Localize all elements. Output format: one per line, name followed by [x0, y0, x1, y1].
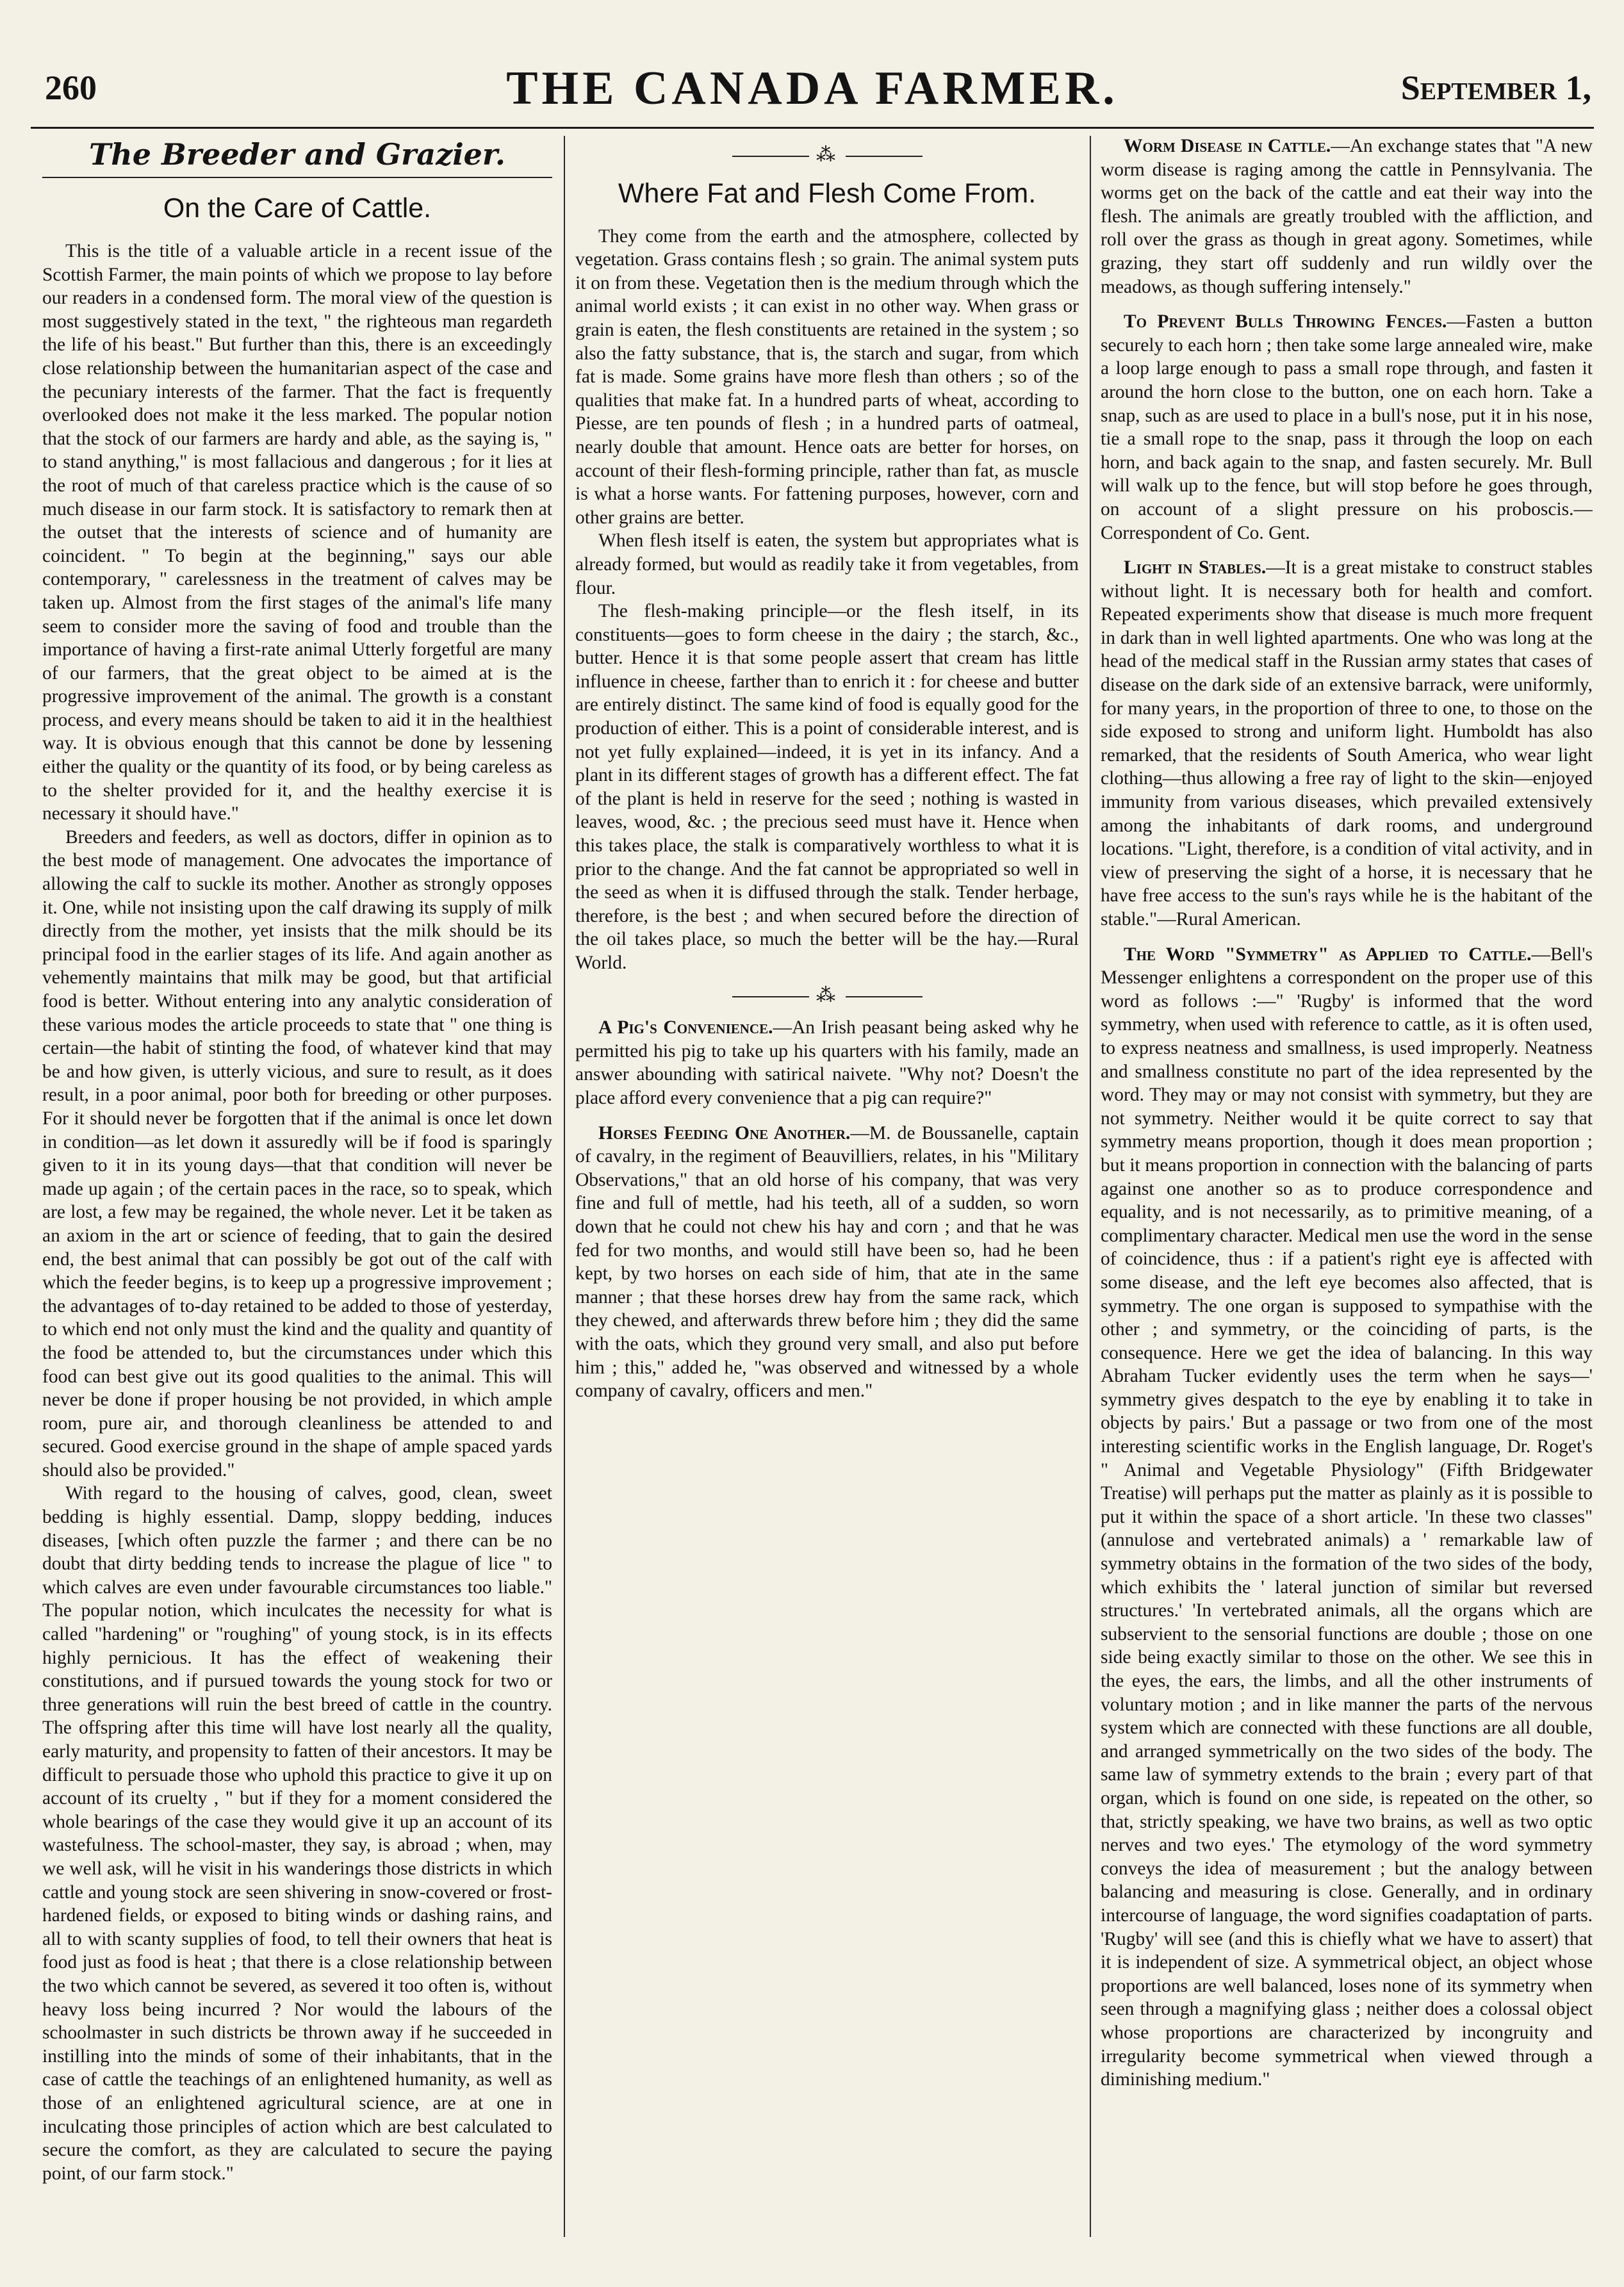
- section-separator: ⁂: [575, 984, 1079, 1008]
- item-lead: The Word "Symmetry" as Applied to Cattle.: [1124, 944, 1532, 965]
- column-2: [575, 135, 1079, 2242]
- item-lead: To Prevent Bulls Throwing Fences.: [1124, 311, 1447, 332]
- item-lead: A Pig's Convenience.: [598, 1017, 773, 1038]
- item-text: —An Irish peasant being asked why he permitted his pig to take up his quarters with his family, made an answer abounding with satirical naivete. "Why not? Doesn't the place afford every convenience that a pig can require?": [575, 1017, 1079, 1108]
- item-text: —An exchange states that "A new worm disease is raging among the cattle in Pennsylvania. The worms get on the back of the cattle and eat their way into the flesh. The animals are greatly troubled with the affliction, and roll over the grass as though in great agony. Sometimes, while grazing, they start off suddenly and run wildly over the meadows, as though suffering intensely.": [1101, 136, 1593, 297]
- spacer: [1101, 545, 1593, 556]
- article-paragraph: Breeders and feeders, as well as doctors, differ in opinion as to the best mode of management. One advocates the importance of allowing the calf to suckle its mother. Another as strongly opposes it. One, while not insisting upon the calf drawing its supply of milk directly from the mother, yet insists that the milk should be its principal food in the earlier stages of its life. And again another as vehemently maintains that milk may be good, but that artificial food is better. Without entering into any analytic consideration of these various modes the article proceeds to state that " one thing is certain—the habit of stinting the food, of whatever kind that may be and how given, is utterly vicious, and sure to result, as it does result, in a poor animal, poor both for breeding or other purposes. For it should never be forgotten that if the animal is once let down in condition—as let down it assuredly will be if food is sparingly given to it in its young days—that that condition will never be made up again ; of the certain paces in the race, so to speak, which are lost, a few may be regained, the whole never. Let it be taken as an axiom in the art or science of feeding, that to gain the desired end, the best animal that can possibly be got out of the calf with which the feeder begins, is to keep up a progressive improvement ; the advantages of to-day retained to be added to those of yesterday, to which end not only must the kind and the quality and quantity of the food be attended to, but the circumstances under which this food can best give out its good qualities to the animal. This will never be done if proper housing be not provided, in which ample room, pure air, and thorough cleanliness be attended to and secured. Good exercise ground in the shape of ample spaced yards should also be provided.": [42, 826, 552, 1480]
- item-text: —Fasten a button securely to each horn ; then take some large annealed wire, make a loop large enough to pass a small rope through, and fasten it around the horn close to the button, one on each horn. Take a snap, such as are used to place in a bull's nose, put it in his nose, tie a small rope to the snap, pass it through the loop on each horn, and back again to the snap, and fasten securely. Mr. Bull will walk up to the fence, but will stop before he goes through, on account of a slight pressure on his proboscis.—Correspondent of Co. Gent.: [1101, 311, 1593, 543]
- news-item: [1101, 310, 1593, 545]
- divider: [42, 177, 552, 178]
- article-title: Where Fat and Flesh Come From.: [618, 177, 1037, 209]
- item-text: —It is a great mistake to construct stables without light. It is necessary both for health and comfort. Repeated experiments show that disease is much more frequent in dark than in well lighted apartments. One who was long at the head of the medical staff in the Russian army states that cases of disease on the dark side of an extensive barrack, were uniformly, for many years, in the proportion of three to one, to those on the side exposed to strong and uniform light. Humboldt has also remarked, that the residents of South America, who wear light clothing—thus allowing a free ray of light to the skin—enjoyed immunity from various diseases, which prevailed extensively among the inhabitants of dark rooms, and underground locations. "Light, therefore, is a condition of vital activity, and in view of preserving the sight of a horse, it is necessary that he have free access to the sun's rays while he is the habitant of the stable."—Rural American.: [1101, 557, 1593, 930]
- news-item: [1101, 943, 1593, 2092]
- article-paragraph: With regard to the housing of calves, good, clean, sweet bedding is highly essential. Damp, sloppy bedding, induces diseases, [which often puzzle the farmer ; and there can be no doubt that dirty bedding tends to increase the plague of lice " to which calves are even under favourable circumstances too liable." The popular notion, which inculcates the necessity for what is called "hardening" or "roughing" of young stock, is in its effects highly pernicious. It has the effect of weakening their constitutions, and if pursued towards the young stock for two or three generations will ruin the best breed of cattle in the country. The offspring after this time will have lost nearly all the quality, early maturity, and propensity to fatten of their ancestors. It may be difficult to persuade those who uphold this practice to give it up on account of its cruelty , " but if they for a moment considered the whole bearings of the case they would give it up an account of its wastefulness. The school-master, they say, is abroad ; when, may we well ask, will he visit in his wanderings those districts in which cattle and young stock are seen shivering in snow-covered or frost-hardened fields, or exposed to biting winds or dashing rains, and all to with scanty supplies of food, to tell their owners that heat is food just as food is heat ; that there is a close relationship between the two which cannot be severed, as severed it too often is, without heavy loss being incurred ? Nor would the labours of the schoolmaster in such districts be thrown away if he succeeded in instilling into the minds of some of their inhabitants, that in the case of cattle the teachings of an enlightened humanity, as well as those of an enlightened agricultural science, are at one in inculcating those principles of action which are best calculated to secure the comfort, as they are calculated to secure the paying point, of our farm stock.": [42, 1483, 552, 2184]
- news-item: [575, 1122, 1079, 1403]
- news-item: [1101, 556, 1593, 931]
- column-3: [1101, 135, 1593, 2242]
- news-item: [1101, 135, 1593, 299]
- newspaper-title: THE CANADA FARMER.: [506, 62, 1119, 115]
- page-number: 260: [45, 69, 97, 107]
- spacer: [1101, 299, 1593, 310]
- item-text: —M. de Boussanelle, captain of cavalry, in the regiment of Beauvilliers, relates, in his "Military Observations," that an old horse of his company, that was very fine and full of mettle, had his teeth, all of a sudden, so worn down that he could not chew his hay and corn ; and that he was fed for two months, and would still have been so, had he been kept, by two horses on each side of him, that ate in the same manner ; that these horses drew hay from the same rack, which they chewed, and afterwards threw before him ; they did the same with the oats, which they ground very small, and also put before him ; this," added he, "was observed and witnessed by a whole company of cavalry, officers and men.": [575, 1122, 1079, 1402]
- issue-date: September 1,: [1400, 69, 1591, 107]
- department-title: The Breeder and Grazier.: [89, 137, 505, 172]
- item-text: —Bell's Messenger enlightens a correspondent on the proper use of this word as follows :—" 'Rugby' is informed that the word symmetry, when used with reference to cattle, as it is often used, to express neatness and smallness, is used improperly. Neatness and smallness constitute no part of the idea represented by the word. They may or may not consist with symmetry, but they are not symmetry. Neither would it be quite correct to say that symmetry means proportion, though it does mean proportion ; but it means proportion in connection with the balancing of parts against one another so as to produce correspondence and equality, and is not necessarily, as to primitive meaning, of a complimentary character. Medical men use the word in the sense of coincidence, thus : if a patient's right eye is affected with some disease, and the left eye becomes also affected, that is symmetry. The one organ is supposed to sympathise with the other ; and symmetry, or the coinciding of parts, is the consequence. Here we get the idea of balancing. In this way Abraham Tucker evidently uses the term when he says—' symmetry gives despatch to the eye by enabling it to take in objects by pairs.' But a passage or two from one of the most interesting scientific works in the English language, Dr. Roget's " Animal and Vegetable Physiology" (Fifth Bridgewater Treatise) will perhaps put the matter as plainly as it is possible to put it within the space of a short article. 'In these two classes" (annulose and vertebrated animals) a ' remarkable law of symmetry obtains in the formation of the two sides of the body, which exhibits the ' lateral junction of similar but reversed structures.' 'In vertebrated animals, all the organs which are subservient to the sensorial functions are double ; those on one side being exactly similar to those on the other. We see this in the eyes, the ears, the limbs, and all the other instruments of voluntary motion ; and in like manner the parts of the nervous system which are connected with these functions are all double, and arranged symmetrically on the two sides of the body. The same law of symmetry extends to the brain ; every part of that organ, which is found on one side, is repeated on the other, so that, strictly speaking, we have two brains, as well as two optic nerves and two eyes.' The etymology of the word symmetry conveys the idea of measurement ; but the analogy between balancing and measuring is close. Generally, and in ordinary intercourse of language, the word signifies coadaptation of parts. 'Rugby' will see (and this is chiefly what we have to assert) that it is independent of size. A symmetrical object, an object whose proportions are well balanced, loses none of its symmetry when seen through a magnifying glass ; neither does a colossal object whose proportions are characterized by incongruity and irregularity become symmetrical when viewed through a diminishing medium.": [1101, 944, 1593, 2090]
- item-lead: Horses Feeding One Another.: [598, 1122, 851, 1144]
- article-paragraph: When flesh itself is eaten, the system but appropriates what is already formed, but would as readily take it from vegetables, from flour.: [575, 530, 1079, 598]
- item-lead: Light in Stables.: [1124, 557, 1267, 578]
- column-rule: [1090, 136, 1091, 2237]
- column-1: [42, 135, 552, 2242]
- masthead: [31, 56, 1594, 129]
- section-separator: ⁂: [575, 143, 1079, 167]
- news-item: [575, 1016, 1079, 1110]
- spacer: [1101, 931, 1593, 943]
- item-lead: Worm Disease in Cattle.: [1124, 136, 1331, 156]
- article-paragraph: The flesh-making principle—or the flesh itself, in its constituents—goes to form cheese in the dairy ; the starch, &c., butter. Hence it is that some people assert that cream has little influence in cheese, farther than to enrich it : for cheese and butter are entirely distinct. The same kind of food is equally good for the production of either. This is a point of considerable interest, and is not yet fully explained—indeed, it is yet in its infancy. And a plant in its different stages of growth has a different effect. The fat of the plant is held in reserve for the seed ; nothing is wasted in leaves, wood, &c. ; the precious seed must have it. Hence when this takes place, the stalk is comparatively worthless to what it is prior to the change. And the fat cannot be appropriated so well in the seed as when it is diffused through the stalk. Tender herbage, therefore, is the best ; and when secured before the direction of the oil takes place, so much the better will be the hay.—Rural World.: [575, 601, 1079, 973]
- spacer: [575, 1110, 1079, 1122]
- article-paragraph: This is the title of a valuable article in a recent issue of the Scottish Farmer, the main points of which we propose to lay before our readers in a condensed form. The moral view of the question is most suggestively stated in the text, " the righteous man regardeth the life of his beast." But further than this, there is an exceedingly close relationship between the humanitarian aspect of the case and the pecuniary interests of the farmer. That the fact is frequently overlooked does not make it the less marked. The popular notion that the stock of our farmers are hardy and able, as the saying is, " to stand anything," is most fallacious and dangerous ; for it lies at the root of much of that careless practice which is the cause of so much disease in our farm stock. It is satisfactory to remark then at the outset that the interests of science and of humanity are coincident. " To begin at the beginning," says our able contemporary, " carelessness in the treatment of calves may be taken up. Almost from the first stages of the animal's life many seem to consider more the saving of food and trouble than the importance of having a first-rate animal Utterly forgetful are many of our farmers, that the great object to be aimed at is the progressive improvement of the animal. The growth is a constant process, and every means should be taken to aid it in the healthiest way. It is obvious enough that this cannot be done by lessening either the quality or the quantity of its food, or by being careless as to the shelter provided for it, and the healthy exercise it is necessary it should have.": [42, 241, 552, 824]
- article-paragraph: They come from the earth and the atmosphere, collected by vegetation. Grass contains flesh ; so grain. The animal system puts it on from these. Vegetation then is the medium through which the animal world exists ; it can exist in no other way. When grass or grain is eaten, the flesh constituents are retained in the system ; so also the fatty substance, that is, the starch and sugar, from which fat is made. Some grains have more flesh than others ; so of the qualities that make fat. In a hundred parts of wheat, according to Piesse, are ten pounds of flesh ; in a hundred parts of oatmeal, nearly double that amount. Hence oats are better for horses, on account of their flesh-forming principle, rather than fat, as muscle is what a horse wants. For fattening purposes, however, corn and other grains are better.: [575, 225, 1079, 528]
- article-title: On the Care of Cattle.: [163, 193, 432, 224]
- column-rule: [564, 136, 565, 2237]
